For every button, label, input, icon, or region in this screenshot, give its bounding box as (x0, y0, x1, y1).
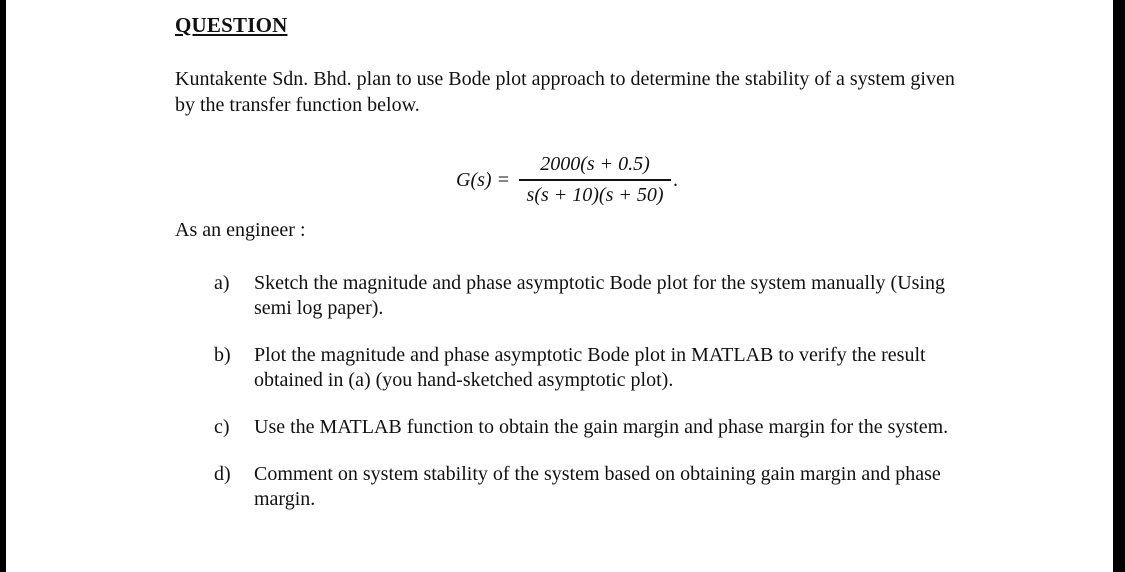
document-page (6, 0, 1113, 572)
question-intro: Kuntakente Sdn. Bhd. plan to use Bode plot approach to determine the stability of a system given by the transfer function below. (175, 68, 955, 116)
equation-numerator: 2000(s + 0.5) (540, 153, 650, 176)
item-label: d) (214, 463, 231, 485)
equation-end-punctuation: . (673, 168, 679, 191)
equation-lhs: G(s) = (456, 168, 516, 191)
item-text: Comment on system stability of the system based on obtaining gain margin and phase margin. (254, 463, 941, 510)
equation-denominator: s(s + 10)(s + 50) (526, 183, 664, 206)
item-text: Sketch the magnitude and phase asymptotic Bode plot for the system manually (Using semi log paper). (254, 272, 945, 319)
question-item-a (214, 271, 974, 321)
question-items-list (214, 271, 974, 534)
transfer-function-equation (456, 150, 678, 210)
question-item-d (214, 462, 974, 512)
equation-fraction (519, 153, 671, 207)
question-lead: As an engineer : (175, 219, 306, 241)
item-text: Plot the magnitude and phase asymptotic Bode plot in MATLAB to verify the result obtained in (a) (you hand-sketched asymptotic plot). (254, 344, 926, 391)
question-item-c (214, 415, 974, 440)
item-label: c) (214, 416, 230, 438)
item-label: b) (214, 344, 231, 366)
question-heading: QUESTION (175, 13, 288, 37)
item-text: Use the MATLAB function to obtain the gain margin and phase margin for the system. (254, 416, 949, 438)
question-item-b (214, 343, 974, 393)
item-label: a) (214, 272, 230, 294)
